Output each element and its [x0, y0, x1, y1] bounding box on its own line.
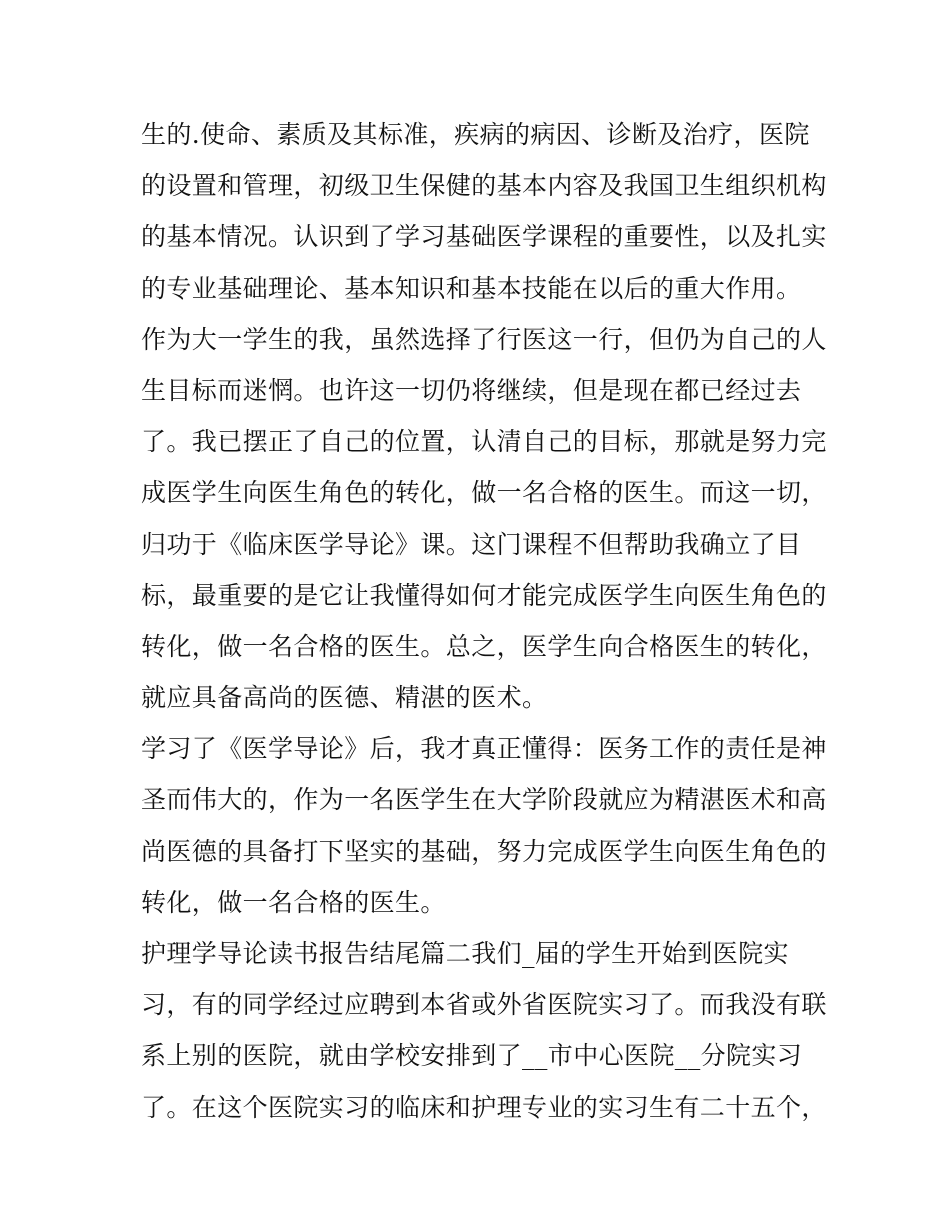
document-body: [141, 109, 827, 1133]
text-line: 生的.使命、素质及其标准，疾病的病因、诊断及治疗，医院: [141, 120, 810, 149]
text-line: 了。我已摆正了自己的位置，认清自己的目标，那就是努力完: [141, 427, 827, 457]
text-line: 习，有的同学经过应聘到本省或外省医院实习了。而我没有联: [141, 990, 827, 1020]
text-line: 系上别的医院，就由学校安排到了__市中心医院__分院实习: [141, 1041, 803, 1071]
text-line: 标，最重要的是它让我懂得如何才能完成医学生向医生角色的: [141, 580, 827, 610]
text-line: 转化，做一名合格的医生。总之，医学生向合格医生的转化，: [141, 631, 827, 661]
text-line: 了。在这个医院实习的临床和护理专业的实习生有二十五个，: [141, 1092, 827, 1122]
text-line: 归功于《临床医学导论》课。这门课程不但帮助我确立了目: [141, 529, 802, 559]
text-line: 生目标而迷惘。也许这一切仍将继续，但是现在都已经过去: [141, 375, 802, 405]
text-line: 转化，做一名合格的医生。: [141, 887, 446, 917]
text-line: 尚医德的具备打下坚实的基础，努力完成医学生向医生角色的: [141, 836, 827, 866]
text-line: 作为大一学生的我，虽然选择了行医这一行，但仍为自己的人: [141, 324, 827, 354]
text-line: 学习了《医学导论》后，我才真正懂得：医务工作的责任是神: [141, 734, 827, 764]
text-line: 的专业基础理论、基本知识和基本技能在以后的重大作用。: [141, 273, 802, 303]
text-line: 护理学导论读书报告结尾篇二我们_届的学生开始到医院实: [141, 939, 789, 968]
text-line: 的设置和管理，初级卫生保健的基本内容及我国卫生组织机构: [141, 171, 827, 201]
text-line: 的基本情况。认识到了学习基础医学课程的重要性，以及扎实: [141, 222, 827, 252]
text-line: 就应具备高尚的医德、精湛的医术。: [141, 683, 548, 713]
text-line: 成医学生向医生角色的转化，做一名合格的医生。而这一切，: [141, 478, 827, 508]
text-line: 圣而伟大的，作为一名医学生在大学阶段就应为精湛医术和高: [141, 785, 827, 815]
